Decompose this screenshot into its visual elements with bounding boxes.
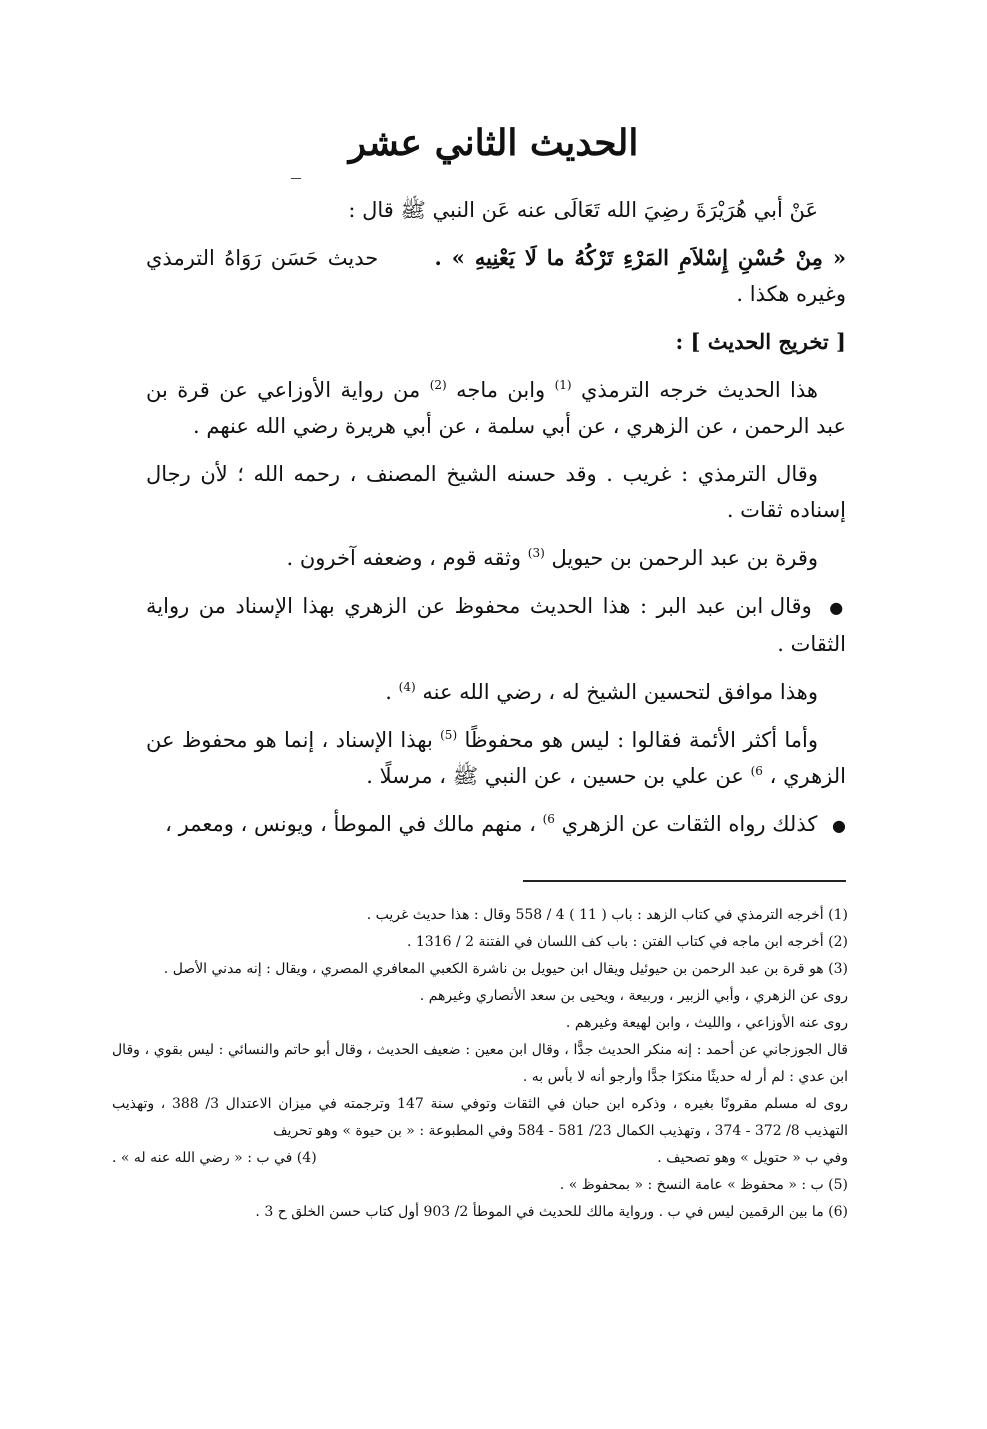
p6-part-b: بهذا الإسناد ، إنما هو محفوظ عن الزهري ، xyxy=(146,728,846,788)
footnote-1: (1) أخرجه الترمذي في كتاب الزهد : باب ( 11 ) 4 / 558 وقال : هذا حديث غريب . xyxy=(366,907,848,923)
paragraph-2: وقال الترمذي : غريب . وقد حسنه الشيخ المصنف ، رحمه الله ؛ لأن رجال إسناده ثقات . xyxy=(146,462,846,522)
footnote-ref-5[interactable]: (5) xyxy=(440,728,458,742)
footnote-3-line-4: قال الجوزجاني عن أحمد : إنه منكر الحديث جدًّا ، وقال ابن معين : ضعيف الحديث ، وقال أبو حاتم والنسائي : ليس بقوي ، وقال ابن عدي : لم أر له حديثًا منكرًا جدًّا وأرجو أنه لا بأس به . xyxy=(112,1042,848,1085)
footnote-ref-1[interactable]: (1) xyxy=(554,378,572,392)
hadith-grading: حديث حَسَن رَوَاهُ الترمذي وغيره هكذا . xyxy=(146,246,846,306)
paragraph-5 xyxy=(146,674,846,710)
footnote-3: (3) هو قرة بن عبد الرحمن بن حيوئيل ويقال ابن حيويل بن ناشرة الكعبي المعافري المصري ، ويقال : إنه مدني الأصل . xyxy=(163,961,848,977)
footnote-4: (4) في ب : « رضي الله عنه له » . xyxy=(112,1150,317,1166)
paragraph-1 xyxy=(146,372,846,444)
p7-part-b: ، منهم مالك في الموطأ ، ويونس ، ومعمر ، xyxy=(165,812,536,836)
page-title: الحديث الثاني عشر xyxy=(348,122,639,164)
p6-part-a: وأما أكثر الأئمة فقالوا : ليس هو محفوظًا xyxy=(464,728,818,752)
takhrij-heading: [ تخريج الحديث ] : xyxy=(675,329,846,354)
p5-part-a: وهذا موافق لتحسين الشيخ له ، رضي الله عنه xyxy=(422,680,818,704)
footnote-2: (2) أخرجه ابن ماجه في كتاب الفتن : باب كف اللسان في الفتنة 2 / 1316 . xyxy=(406,934,848,950)
p1-part-c: من رواية الأوزاعي عن قرة بن عبد الرحمن ، عن الزهري ، عن أبي سلمة ، عن أبي هريرة رضي الله عنهم . xyxy=(146,378,846,438)
footnote-3-line-6: وفي ب « حتويل » وهو تصحيف . xyxy=(657,1150,848,1166)
footnote-6: (6) ما بين الرقمين ليس في ب . ورواية مالك للحديث في الموطأ 2/ 903 أول كتاب حسن الخلق ح 3 . xyxy=(255,1204,848,1220)
p1-part-b: وابن ماجه xyxy=(456,378,546,402)
hadith-text: « مِنْ حُسْنِ إِسْلاَمِ المَرْءِ تَرْكُهُ ما لَا يَعْنِيهِ » . xyxy=(434,245,847,270)
p4-text: وقال ابن عبد البر : هذا الحديث محفوظ عن الزهري بهذا الإسناد من رواية الثقات . xyxy=(146,594,846,656)
p1-part-a: هذا الحديث خرجه الترمذي xyxy=(580,378,818,402)
footnote-divider xyxy=(523,880,846,882)
footnote-3-line-2: روى عن الزهري ، وأبي الزبير ، وربيعة ، ويحيى بن سعد الأنصاري وغيرهم . xyxy=(419,988,848,1004)
footnote-3-line-3: روى عنه الأوزاعي ، والليث ، وابن لهيعة وغيرهم . xyxy=(565,1015,848,1031)
paragraph-4 xyxy=(146,588,846,662)
main-text xyxy=(146,192,846,856)
footnotes xyxy=(112,902,848,1226)
p7-part-a: كذلك رواه الثقات عن الزهري xyxy=(561,812,818,836)
bullet-icon: ● xyxy=(832,816,846,835)
paragraph-7 xyxy=(146,806,846,844)
footnote-ref-2[interactable]: (2) xyxy=(429,378,447,392)
p6-part-c: عن علي بن حسين ، عن النبي ﷺ ، مرسلًا . xyxy=(366,764,744,788)
footnote-ref-3[interactable]: (3) xyxy=(527,546,545,560)
footnote-3-line-5: روى له مسلم مقرونًا بغيره ، وذكره ابن حبان في الثقات وتوفي سنة 147 وترجمته في ميزان الاعتدال 3/ 388 ، وتهذيب التهذيب 8/ 372 - 374 ، وتهذيب الكمال 23/ 581 - 584 وفي المطبوعة : « بن حيوة » وهو تحريف xyxy=(112,1096,848,1139)
footnote-row-3-4 xyxy=(112,1145,848,1172)
footnote-ref-4[interactable]: (4) xyxy=(398,680,416,694)
p5-part-b: . xyxy=(385,680,392,704)
p3-part-b: وثقه قوم ، وضعفه آخرون . xyxy=(286,546,522,570)
footnote-ref-6a[interactable]: 6) xyxy=(750,764,763,778)
bullet-icon: ● xyxy=(829,598,846,617)
paragraph-6 xyxy=(146,722,846,794)
footnote-5: (5) ب : « محفوظ » عامة النسخ : « بمحفوظ » . xyxy=(559,1177,848,1193)
paragraph-3 xyxy=(146,540,846,576)
p3-part-a: وقرة بن عبد الرحمن بن حيويل xyxy=(551,546,818,570)
hadith-intro: عَنْ أبي هُرَيْرَةَ رضِيَ الله تَعَالَى عنه عَن النبي ﷺ قال : xyxy=(348,198,818,222)
decorative-mark xyxy=(291,178,301,179)
footnote-ref-6b[interactable]: 6) xyxy=(542,812,555,826)
hadith-line xyxy=(146,240,846,312)
